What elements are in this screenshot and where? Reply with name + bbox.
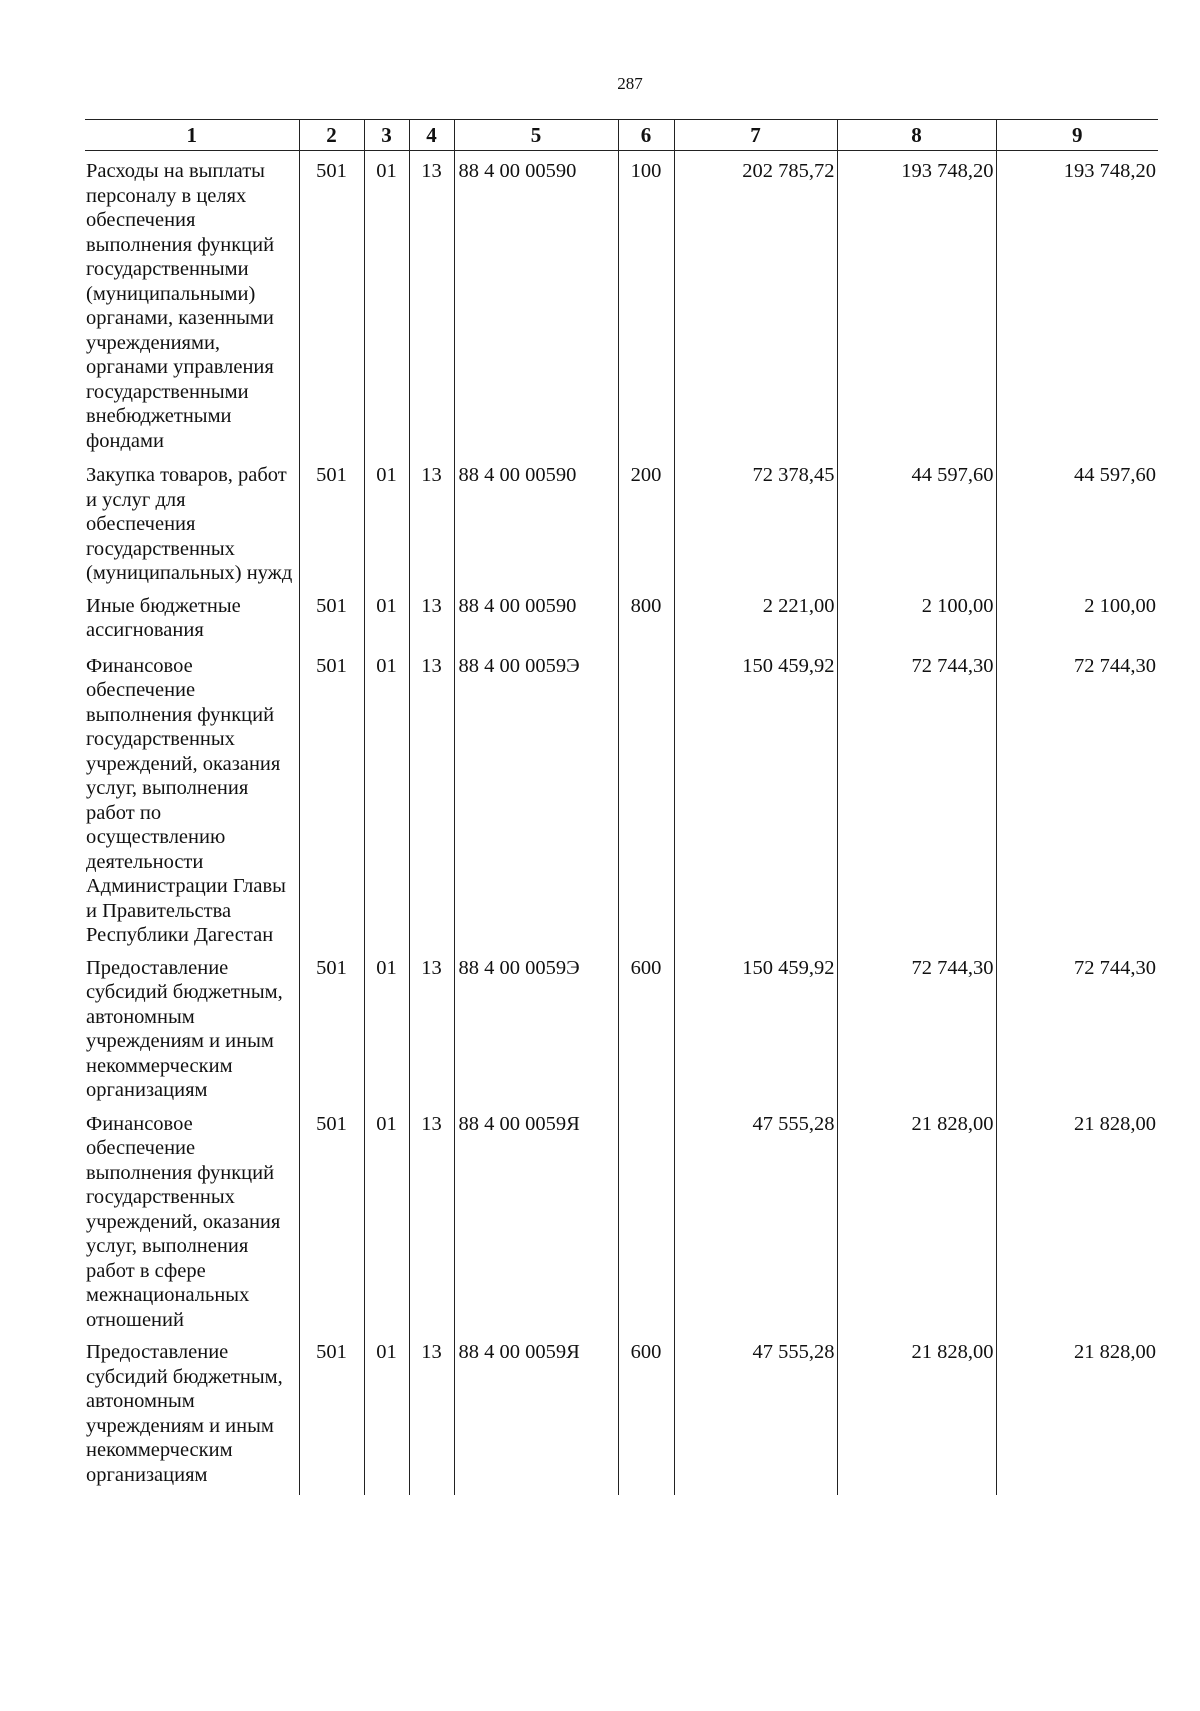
table-row — [85, 646, 1158, 948]
amount-col-9: 72 744,30 — [996, 948, 1158, 1104]
expense-name: Закупка товаров, работ и услуг для обеспечения государственных (муниципальных) нужд — [86, 464, 293, 584]
column-header: 3 — [364, 120, 409, 151]
column-header: 4 — [409, 120, 454, 151]
amount-col-9: 21 828,00 — [996, 1332, 1158, 1495]
amount-col-7: 202 785,72 — [674, 151, 837, 456]
ministry-code: 501 — [299, 151, 364, 456]
expense-name: Предоставление субсидий бюджетным, автономным учреждениям и иным некоммерческим организациям — [86, 956, 283, 1101]
amount-col-9: 2 100,00 — [996, 586, 1158, 646]
amount-col-9: 193 748,20 — [996, 151, 1158, 456]
ministry-code: 501 — [299, 455, 364, 586]
column-header: 2 — [299, 120, 364, 151]
section-code: 01 — [364, 646, 409, 948]
target-article-code: 88 4 00 0059Я — [454, 1332, 618, 1495]
amount-col-9: 21 828,00 — [996, 1104, 1158, 1333]
amount-col-7: 47 555,28 — [674, 1104, 837, 1333]
amount-col-8: 2 100,00 — [837, 586, 996, 646]
amount-col-8: 72 744,30 — [837, 948, 996, 1104]
section-code: 01 — [364, 1332, 409, 1495]
column-header: 6 — [618, 120, 674, 151]
amount-col-7: 150 459,92 — [674, 646, 837, 948]
amount-col-9: 44 597,60 — [996, 455, 1158, 586]
amount-col-8: 21 828,00 — [837, 1104, 996, 1333]
column-header: 7 — [674, 120, 837, 151]
table-row — [85, 455, 1158, 586]
table-row — [85, 1104, 1158, 1333]
target-article-code: 88 4 00 00590 — [454, 586, 618, 646]
table-row — [85, 1332, 1158, 1495]
amount-col-9: 72 744,30 — [996, 646, 1158, 948]
expense-name: Иные бюджетные ассигнования — [86, 594, 241, 641]
target-article-code: 88 4 00 00590 — [454, 455, 618, 586]
subsection-code: 13 — [409, 586, 454, 646]
amount-col-8: 72 744,30 — [837, 646, 996, 948]
column-header: 9 — [996, 120, 1158, 151]
expense-name: Финансовое обеспечение выполнения функций государственных учреждений, оказания услуг, выполнения работ в сфере межнациональных отношений — [86, 1112, 281, 1331]
subsection-code: 13 — [409, 1104, 454, 1333]
amount-col-7: 150 459,92 — [674, 948, 837, 1104]
expense-name: Предоставление субсидий бюджетным, автономным учреждениям и иным некоммерческим организациям — [86, 1341, 283, 1486]
table-row — [85, 948, 1158, 1104]
subsection-code: 13 — [409, 646, 454, 948]
ministry-code: 501 — [299, 1104, 364, 1333]
expense-type-code — [618, 1104, 674, 1333]
column-header: 1 — [85, 120, 299, 151]
expense-name: Финансовое обеспечение выполнения функций государственных учреждений, оказания услуг, выполнения работ по осуществлению деятельности Администрации Главы и Правительства Республики Дагестан — [86, 654, 286, 946]
subsection-code: 13 — [409, 948, 454, 1104]
subsection-code: 13 — [409, 151, 454, 456]
expense-name: Расходы на выплаты персоналу в целях обеспечения выполнения функций государственными (муниципальными) органами, казенными учреждениями, органами управления государственными внебюджетными фондами — [86, 160, 275, 452]
ministry-code: 501 — [299, 948, 364, 1104]
amount-col-8: 193 748,20 — [837, 151, 996, 456]
amount-col-7: 72 378,45 — [674, 455, 837, 586]
section-code: 01 — [364, 586, 409, 646]
subsection-code: 13 — [409, 455, 454, 586]
section-code: 01 — [364, 455, 409, 586]
ministry-code: 501 — [299, 1332, 364, 1495]
header-row — [85, 120, 1158, 151]
amount-col-7: 47 555,28 — [674, 1332, 837, 1495]
expense-type-code: 800 — [618, 586, 674, 646]
table-row — [85, 586, 1158, 646]
expense-type-code: 600 — [618, 1332, 674, 1495]
ministry-code: 501 — [299, 586, 364, 646]
column-header: 5 — [454, 120, 618, 151]
expense-type-code — [618, 646, 674, 948]
target-article-code: 88 4 00 0059Э — [454, 646, 618, 948]
target-article-code: 88 4 00 00590 — [454, 151, 618, 456]
target-article-code: 88 4 00 0059Э — [454, 948, 618, 1104]
amount-col-7: 2 221,00 — [674, 586, 837, 646]
table-row — [85, 151, 1158, 456]
page-number: 287 — [617, 74, 643, 93]
expense-type-code: 100 — [618, 151, 674, 456]
target-article-code: 88 4 00 0059Я — [454, 1104, 618, 1333]
column-header: 8 — [837, 120, 996, 151]
subsection-code: 13 — [409, 1332, 454, 1495]
ministry-code: 501 — [299, 646, 364, 948]
section-code: 01 — [364, 151, 409, 456]
amount-col-8: 21 828,00 — [837, 1332, 996, 1495]
section-code: 01 — [364, 1104, 409, 1333]
amount-col-8: 44 597,60 — [837, 455, 996, 586]
expense-type-code: 200 — [618, 455, 674, 586]
section-code: 01 — [364, 948, 409, 1104]
expense-type-code: 600 — [618, 948, 674, 1104]
budget-table — [85, 119, 1158, 1495]
